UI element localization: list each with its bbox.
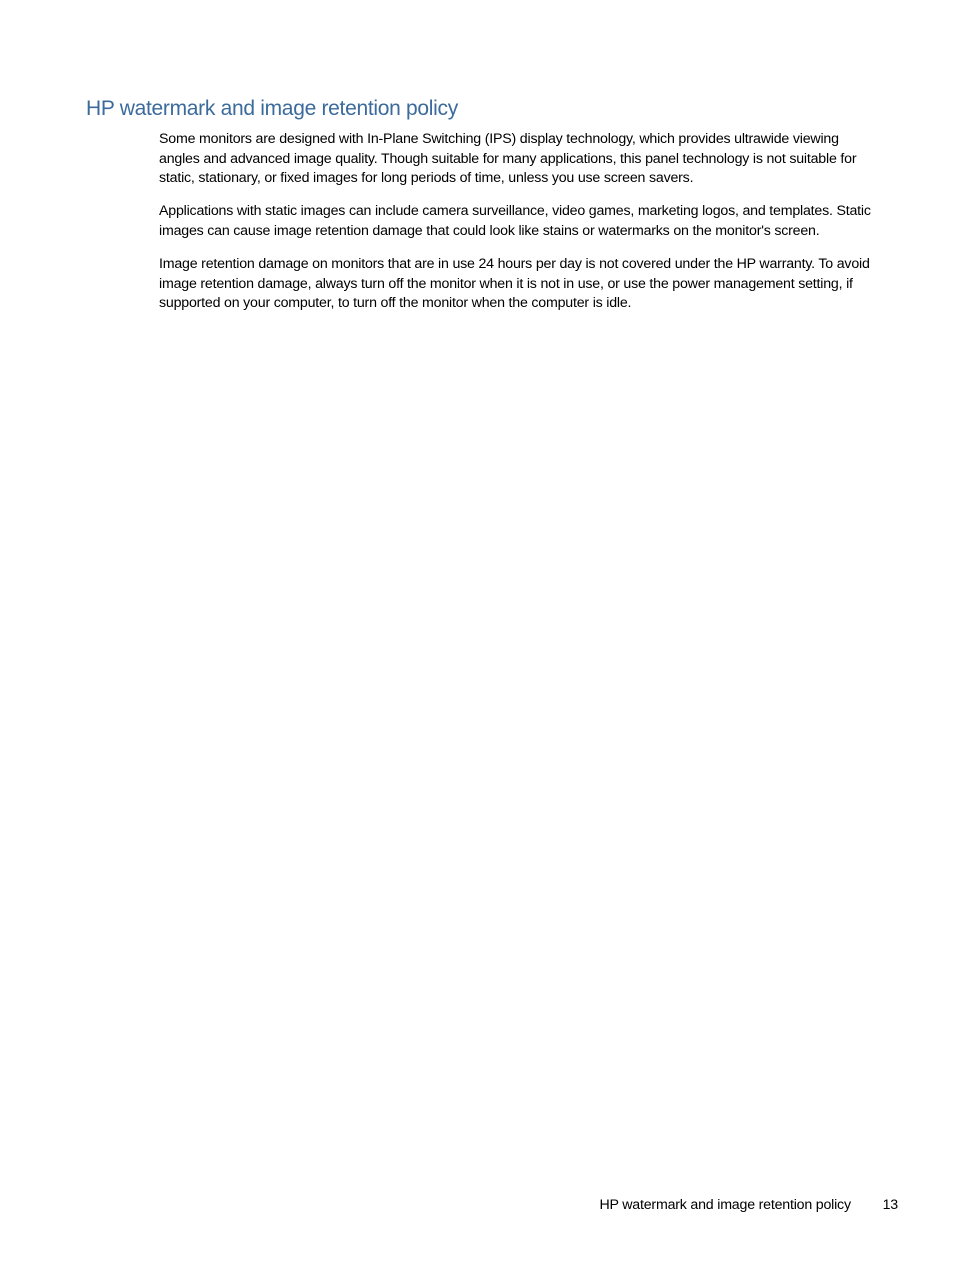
footer-running-title: HP watermark and image retention policy <box>599 1197 851 1213</box>
section-body <box>159 130 871 327</box>
page-footer <box>599 1195 898 1215</box>
section-heading: HP watermark and image retention policy <box>86 97 458 120</box>
page-number: 13 <box>882 1197 898 1213</box>
paragraph-ips-technology: Some monitors are designed with In-Plane Switching (IPS) display technology, which provides ultrawide viewing angles and advanced image quality. Though suitable for many applications, this panel technology is not suitable for static, stationary, or fixed images for long periods of time, unless you use screen savers. <box>159 131 857 187</box>
paragraph-warranty: Image retention damage on monitors that are in use 24 hours per day is not covered under the HP warranty. To avoid image retention damage, always turn off the monitor when it is not in use, or use the power management setting, if supported on your computer, to turn off the monitor when the computer is idle. <box>159 255 870 312</box>
paragraph-static-images: Applications with static images can include camera surveillance, video games, marketing logos, and templates. Static images can cause image retention damage that could look like stains or watermarks on the monitor's screen. <box>159 203 871 239</box>
